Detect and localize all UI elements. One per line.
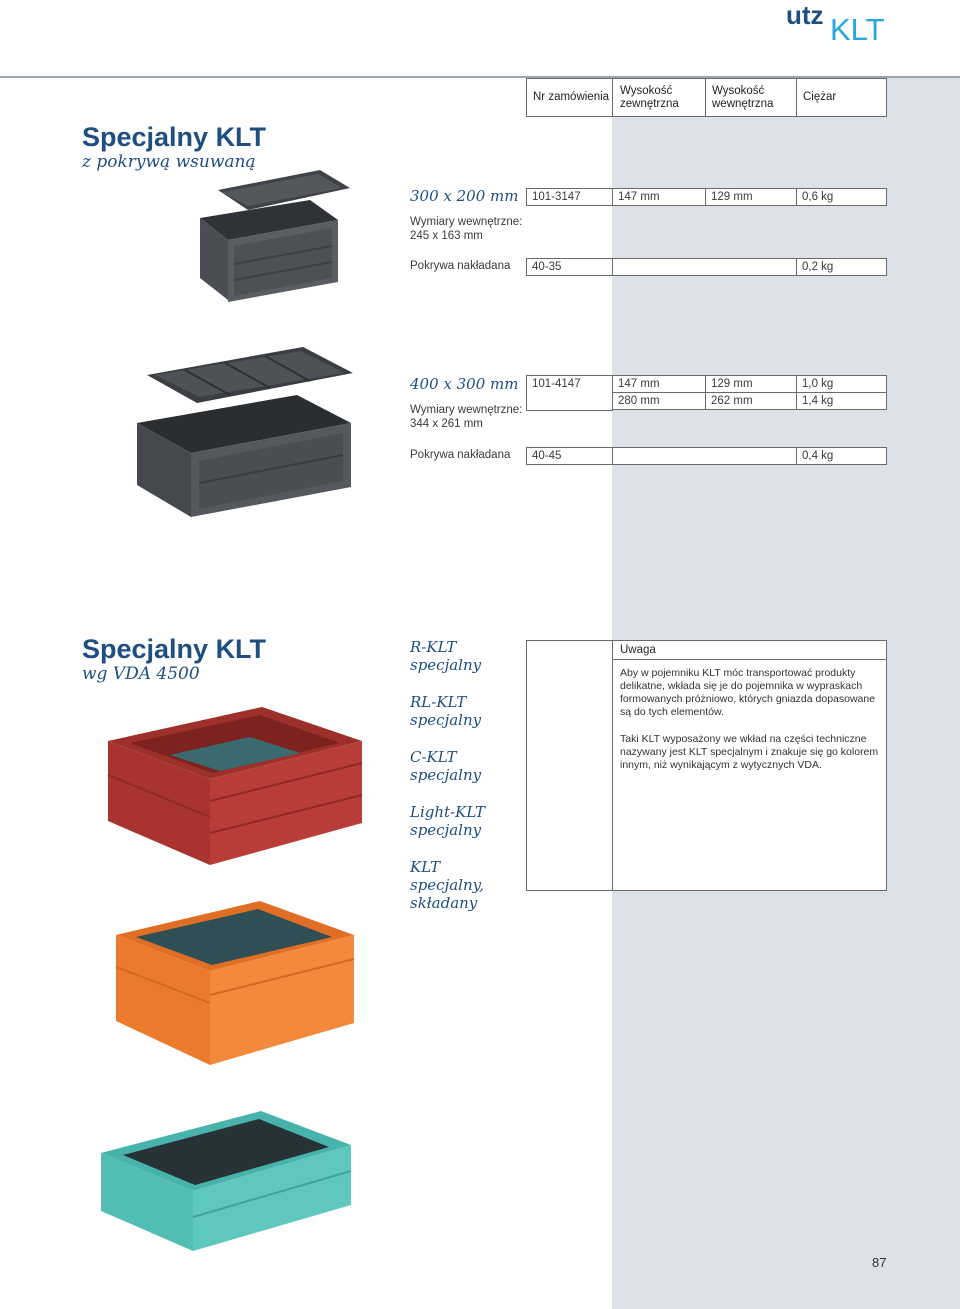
variant-klt-folding-name: KLT (410, 858, 440, 876)
note-heading: Uwaga (612, 640, 887, 660)
note-box (612, 659, 887, 891)
lid-weight-400: 0,4 kg (796, 447, 887, 465)
size-400: 400 x 300 mm (410, 375, 519, 393)
weight-300: 0,6 kg (796, 188, 887, 206)
inner-dims-label-300: Wymiary wewnętrzne: (410, 216, 523, 228)
variant-klt-folding-type: specjalny, (410, 876, 484, 894)
header-inner-height: Wysokość wewnętrzna (705, 78, 797, 117)
inner-dims-label-400: Wymiary wewnętrzne: (410, 404, 523, 416)
variant-rl-klt-type: specjalny (410, 711, 482, 729)
gray-crate-sliding-lid-300-image (190, 160, 360, 320)
variant-light-klt (410, 803, 485, 839)
lid-label-300: Pokrywa nakładana (410, 260, 511, 272)
variant-r-klt (410, 638, 481, 674)
gray-crate-sliding-lid-400-image (125, 335, 375, 530)
inner-dims-value-400: 344 x 261 mm (410, 418, 483, 430)
order-no-400-text: 101-4147 (532, 378, 581, 390)
inner-height-400-a: 129 mm (705, 375, 797, 393)
inner-height-400-b: 262 mm (705, 392, 797, 410)
orange-crate-with-insert-image (110, 895, 360, 1070)
weight-400-a: 1,0 kg (796, 375, 887, 393)
lid-weight-300: 0,2 kg (796, 258, 887, 276)
variant-light-klt-type: specjalny (410, 821, 482, 839)
section2-title: Specjalny KLT (82, 634, 267, 664)
note-paragraph-2: Taki KLT wyposażony we wkład na części techniczne nazywany jest KLT specjalnym i znakuje się go kolorem innym, niż wynikającym z wytycznych VDA. (620, 733, 879, 771)
lid-order-no-400: 40-45 (526, 447, 613, 465)
variant-c-klt (410, 748, 481, 784)
logo-klt: KLT (830, 12, 885, 47)
order-no-300: 101-3147 (526, 188, 613, 206)
header-order-no: Nr zamówienia (526, 78, 613, 117)
variant-c-klt-name: C-KLT (410, 748, 457, 766)
section1-subtitle: z pokrywą wsuwaną (82, 152, 256, 172)
variant-c-klt-type: specjalny (410, 766, 482, 784)
lid-empty-300 (612, 258, 797, 276)
variant-klt-folding-note: składany (410, 894, 478, 912)
outer-height-400-b: 280 mm (612, 392, 706, 410)
red-crate-with-insert-image (100, 695, 372, 870)
note-paragraph-1: Aby w pojemniku KLT móc transportować produkty delikatne, wkłada się je do pojemnika w wypraskach formowanych próżniowo, których gniazda dopasowane są do tych elementów. (620, 667, 876, 718)
variant-r-klt-name: R-KLT (410, 638, 457, 656)
variant-light-klt-name: Light-KLT (410, 803, 486, 821)
outer-height-300: 147 mm (612, 188, 706, 206)
section2-subtitle: wg VDA 4500 (82, 664, 200, 684)
variant-klt-folding (410, 858, 484, 912)
variant-rl-klt (410, 693, 481, 729)
weight-400-b: 1,4 kg (796, 392, 887, 410)
section1-title: Specjalny KLT (82, 122, 267, 152)
lid-order-no-300: 40-35 (526, 258, 613, 276)
logo-utz: utz (786, 0, 824, 30)
outer-height-400-a: 147 mm (612, 375, 706, 393)
page-number: 87 (872, 1255, 887, 1270)
variant-r-klt-type: specjalny (410, 656, 482, 674)
lid-empty-400 (612, 447, 797, 465)
variant-rl-klt-name: RL-KLT (410, 693, 467, 711)
inner-dims-value-300: 245 x 163 mm (410, 230, 483, 242)
header-outer-height: Wysokość zewnętrzna (612, 78, 706, 117)
order-no-400 (526, 375, 613, 411)
header-weight: Ciężar (796, 78, 887, 117)
lid-label-400: Pokrywa nakładana (410, 449, 511, 461)
size-300: 300 x 200 mm (410, 187, 519, 205)
inner-height-300: 129 mm (705, 188, 797, 206)
teal-crate-with-insert-image (95, 1105, 357, 1255)
variants-order-column (526, 640, 613, 891)
